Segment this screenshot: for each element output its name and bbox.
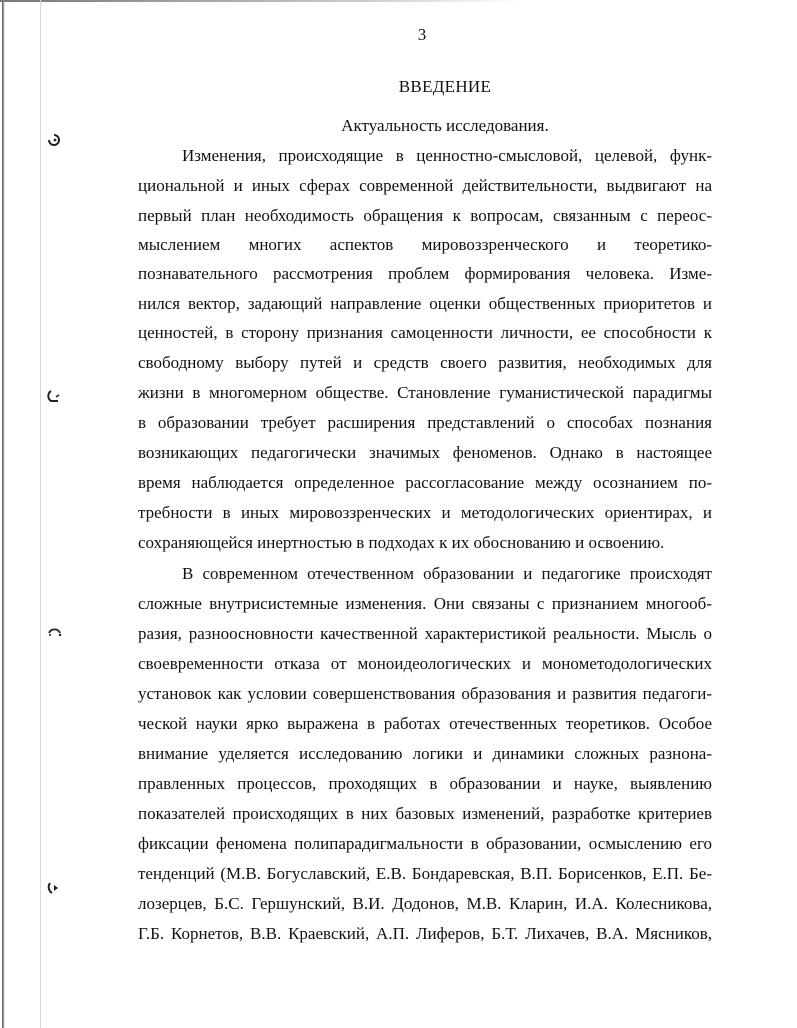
- text-line: жизни в многомерном обществе. Становление гуманистической парадигмы: [138, 383, 712, 402]
- binding-hole-mark-icon: [46, 132, 66, 148]
- text-line: тенденций (М.В. Богуславский, Е.В. Бондаревская, В.П. Борисенков, Е.П. Бе-: [138, 864, 712, 883]
- text-line: сложные внутрисистемные изменения. Они связаны с признанием многооб-: [138, 594, 712, 613]
- text-line: сохраняющейся инертностью в подходах к их обоснованию и освоению.: [138, 533, 665, 552]
- text-line: время наблюдается определенное рассогласование между осознанием по-: [138, 473, 712, 492]
- text-line: показателей происходящих в них базовых изменений, разработке критериев: [138, 804, 712, 823]
- text-line: возникающих педагогически значимых феноменов. Однако в настоящее: [138, 443, 712, 462]
- text-line: нился вектор, задающий направление оценки общественных приоритетов и: [138, 294, 712, 313]
- text-line: ценностей, в сторону признания самоценности личности, ее способности к: [138, 323, 712, 342]
- scan-top-edge: [0, 0, 520, 2]
- text-line: свободному выбору путей и средств своего развития, необходимых для: [138, 353, 712, 372]
- binding-hole-mark-icon: [46, 388, 66, 404]
- text-line: установок как условии совершенствования образования и развития педагоги-: [138, 684, 712, 703]
- text-line: познавательного рассмотрения проблем формирования человека. Изме-: [138, 264, 712, 283]
- binding-hole-mark-icon: [46, 880, 66, 896]
- text-line: разия, разноосновности качественной характеристикой реальности. Мысль о: [138, 624, 712, 643]
- text-line: правленных процессов, проходящих в образовании и науке, выявлению: [138, 774, 712, 793]
- text-line: Г.Б. Корнетов, В.В. Краевский, А.П. Лиферов, Б.Т. Лихачев, В.А. Мясников,: [138, 924, 712, 943]
- section-subtitle: Актуальность исследования.: [341, 116, 549, 135]
- text-line: своевременности отказа от моноидеологических и монометодологических: [138, 654, 712, 673]
- section-title: ВВЕДЕНИЕ: [398, 77, 492, 96]
- text-line: требности в иных мировоззренческих и методологических ориентирах, и: [138, 503, 712, 522]
- scan-left-edge: [2, 0, 5, 1028]
- text-line: фиксации феномена полипарадигмальности в образовании, осмыслению его: [138, 834, 712, 853]
- text-line: первый план необходимость обращения к вопросам, связанным с переос-: [138, 206, 712, 225]
- text-line: в образовании требует расширения представлений о способах познания: [138, 413, 712, 432]
- page-number: 3: [417, 25, 427, 44]
- text-line: В современном отечественном образовании и педагогике происходят: [182, 564, 712, 583]
- text-line: лозерцев, Б.С. Гершунский, В.И. Додонов, М.В. Кларин, И.А. Колесникова,: [138, 894, 712, 913]
- text-line: Изменения, происходящие в ценностно-смысловой, целевой, функ-: [182, 146, 712, 165]
- text-line: внимание уделяется исследованию логики и динамики сложных разнона-: [138, 744, 712, 763]
- binding-hole-mark-icon: [46, 622, 66, 638]
- margin-rule: [40, 0, 41, 1028]
- text-line: ческой науки ярко выражена в работах отечественных теоретиков. Особое: [138, 714, 712, 733]
- text-line: циональной и иных сферах современной действительности, выдвигают на: [138, 176, 712, 195]
- text-line: мыслением многих аспектов мировоззренческого и теоретико-: [138, 235, 712, 254]
